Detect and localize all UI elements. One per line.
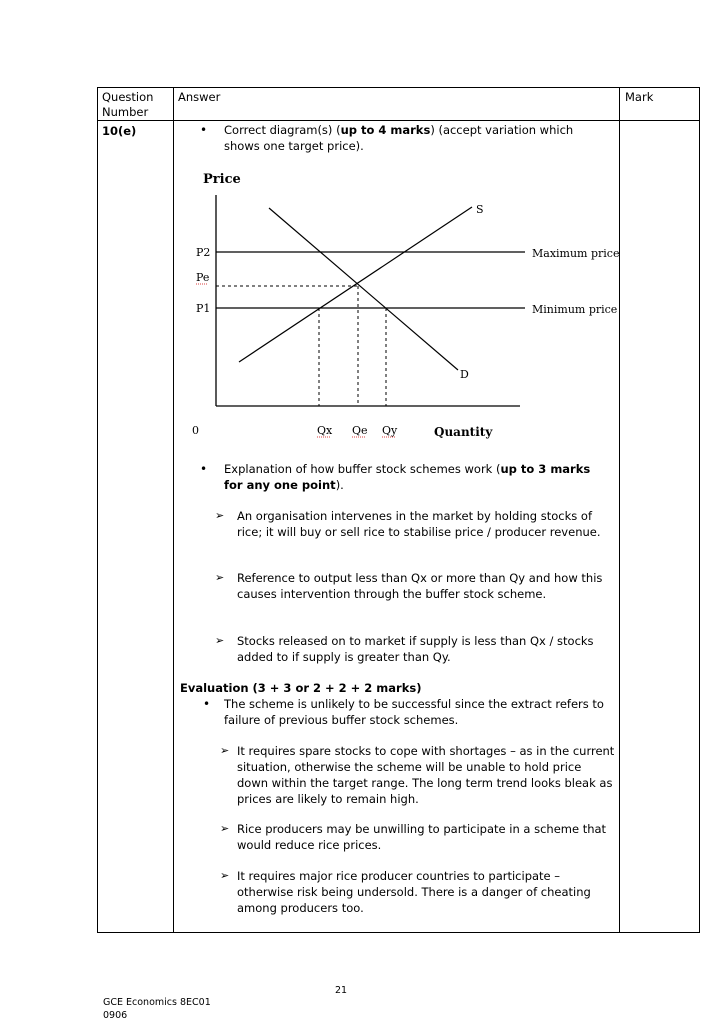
qx-label: Qx <box>317 424 333 437</box>
supply-curve <box>239 207 472 362</box>
page-number: 21 <box>335 985 348 996</box>
bullet-icon: • <box>200 123 208 137</box>
arrow-bullet-icon: ➢ <box>215 634 225 647</box>
evaluation-item: Rice producers may be unwilling to participate in a scheme that would reduce rice prices. <box>237 822 607 852</box>
footer-code: 0906 <box>103 1010 128 1021</box>
bullet-icon: • <box>200 462 208 476</box>
buffer-stock-diagram <box>180 165 620 445</box>
y-axis-label: Price <box>203 172 241 187</box>
arrow-bullet-icon: ➢ <box>220 869 230 882</box>
evaluation-point: The scheme is unlikely to be successful since the extract refers to failure of previous buffer stock schemes. <box>224 697 604 727</box>
pe-label: Pe <box>196 271 210 284</box>
p2-label: P2 <box>196 246 211 259</box>
explanation-item: Stocks released on to market if supply is less than Qx / stocks added to if supply is greater than Qy. <box>237 634 594 664</box>
minimum-price-label: Minimum price <box>532 303 618 316</box>
supply-label: S <box>476 203 484 216</box>
column-divider <box>173 88 174 932</box>
question-number: 10(e) <box>102 124 137 138</box>
x-axis-label: Quantity <box>434 425 493 439</box>
arrow-bullet-icon: ➢ <box>220 822 230 835</box>
origin-label: 0 <box>192 424 199 437</box>
answer-header: Answer <box>178 90 221 104</box>
question-number-header: Question Number <box>102 90 154 119</box>
arrow-bullet-icon: ➢ <box>215 571 225 584</box>
maximum-price-label: Maximum price <box>532 247 620 260</box>
explanation-marking-point: Explanation of how buffer stock schemes work (up to 3 marks for any one point). <box>224 462 591 492</box>
evaluation-item: It requires major rice producer countries to participate – otherwise risk being undersold. There is a danger of cheating among producers too. <box>237 869 591 915</box>
demand-curve <box>269 208 458 370</box>
mark-header: Mark <box>625 90 654 104</box>
diagram-marking-point: Correct diagram(s) (up to 4 marks) (accept variation which shows one target price). <box>224 123 574 153</box>
explanation-item: Reference to output less than Qx or more than Qy and how this causes intervention through the buffer stock scheme. <box>237 571 603 601</box>
arrow-bullet-icon: ➢ <box>220 744 230 757</box>
evaluation-heading: Evaluation (3 + 3 or 2 + 2 + 2 marks) <box>180 681 422 695</box>
p1-label: P1 <box>196 302 211 315</box>
arrow-bullet-icon: ➢ <box>215 509 225 522</box>
evaluation-item: It requires spare stocks to cope with shortages – as in the current situation, otherwise the scheme will be unable to hold price down within the target range. The long term trend looks bleak as prices are likely to remain high. <box>237 744 615 806</box>
footer-title: GCE Economics 8EC01 <box>103 997 211 1008</box>
explanation-item: An organisation intervenes in the market by holding stocks of rice; it will buy or sell rice to stabilise price / producer revenue. <box>237 509 601 539</box>
demand-label: D <box>460 368 469 381</box>
header-divider <box>98 120 699 121</box>
bullet-icon: • <box>203 697 211 711</box>
qy-label: Qy <box>382 424 398 437</box>
qe-label: Qe <box>352 424 368 437</box>
